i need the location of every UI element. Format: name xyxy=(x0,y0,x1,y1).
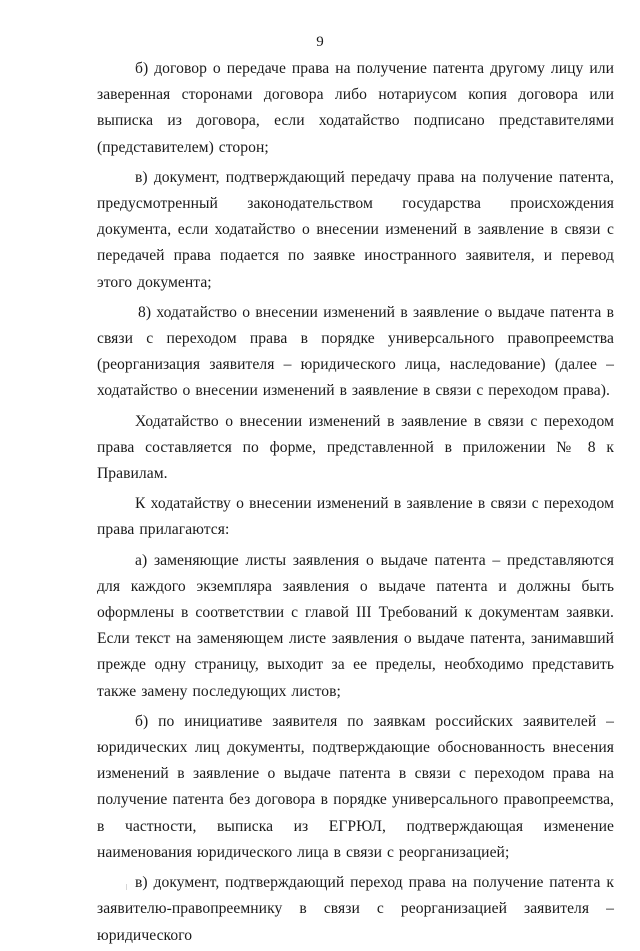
page-number: 9 xyxy=(316,34,324,50)
paragraph-attachments-intro: К ходатайству о внесении изменений в заявление в связи с переходом права прилагаются: xyxy=(97,495,614,539)
paragraph-replacement-sheets: а) заменяющие листы заявления о выдаче патента – представляются для каждого экземпляра заявления о выдаче патента и должны быть оформлены в соответствии с главой III Требований к документам заявки. Если текст на заменяющем листе заявления о выдаче патента, занимавший прежде одну страницу, выходит за ее пределы, необходимо представить также замену последующих листов; xyxy=(97,551,614,700)
paragraph-transfer-document: в) документ, подтверждающий передачу права на получение патента, предусмотренный законодательством государства происхождения документа, если ходатайство о внесении изменений в заявление в связи с передачей права подается по заявке иностранного заявителя, и перевод этого документа; xyxy=(97,168,614,291)
paragraph-contract-transfer: б) договор о передаче права на получение патента другому лицу или заверенная сторонами договора либо нотариусом копия договора или выписка из договора, если ходатайство подписано представителями (представителем) сторон; xyxy=(97,60,614,156)
document-body xyxy=(97,56,614,951)
paragraph-petition-form: Ходатайство о внесении изменений в заявление в связи с переходом права составляется по форме, представленной в приложении № 8 к Правилам. xyxy=(97,412,614,483)
paragraph-succession-document: в) документ, подтверждающий переход права на получение патента к заявителю-правопреемнику в связи с реорганизацией заявителя – юридического xyxy=(97,874,614,944)
paragraph-item-8-petition: 8) ходатайство о внесении изменений в заявление о выдаче патента в связи с переходом права в порядке универсального правопреемства (реорганизация заявителя – юридического лица, наследование) (далее – ходатайство о внесении изменений в заявление в связи с переходом права). xyxy=(97,303,614,400)
scan-margin-mark xyxy=(126,884,127,890)
paragraph-supporting-documents: б) по инициативе заявителя по заявкам российских заявителей – юридических лиц документы, подтверждающие обоснованность внесения изменений в заявление о выдаче патента в связи с переходом права на получение патента без договора в порядке универсального правопреемства, в частности, выписка из ЕГРЮЛ, подтверждающая изменение наименования юридического лица в связи с реорганизацией; xyxy=(97,712,614,861)
